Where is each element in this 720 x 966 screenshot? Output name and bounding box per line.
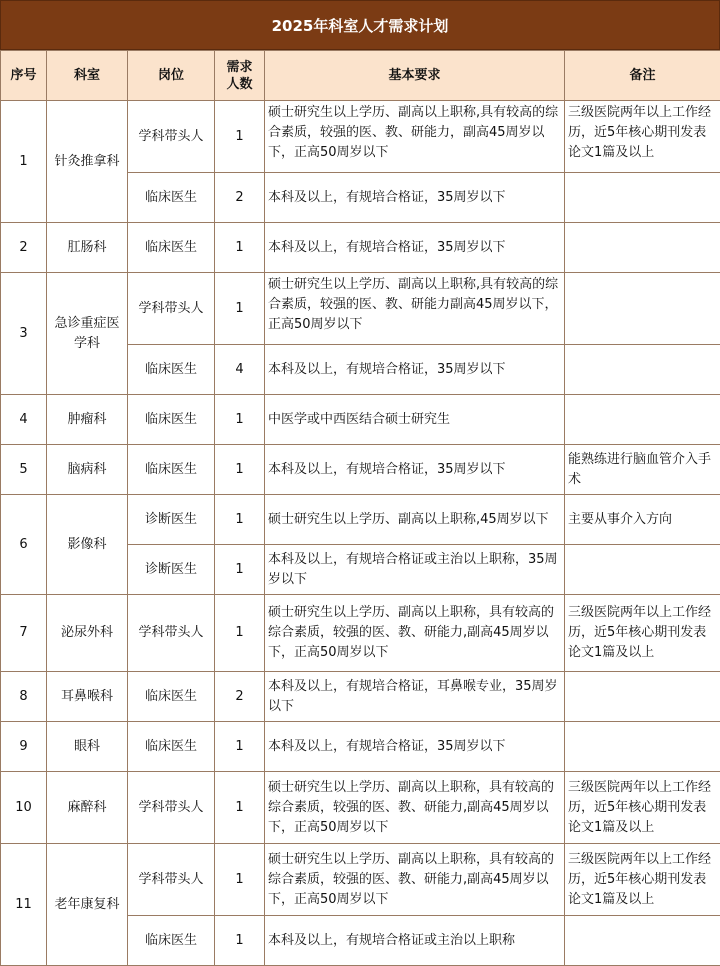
count-cell: 1 [215, 595, 265, 672]
table-row [1, 672, 720, 722]
count-cell: 1 [215, 101, 265, 173]
count-cell: 1 [215, 395, 265, 445]
remark-cell [565, 916, 720, 966]
header-row [1, 51, 720, 101]
count-cell: 1 [215, 772, 265, 844]
count-cell: 1 [215, 445, 265, 495]
dept-cell: 泌尿外科 [47, 595, 128, 672]
talent-plan-table [0, 50, 720, 966]
dept-cell: 肛肠科 [47, 223, 128, 273]
post-cell: 学科带头人 [128, 772, 215, 844]
remark-cell: 能熟练进行脑血管介入手术 [565, 445, 720, 495]
post-cell: 临床医生 [128, 345, 215, 395]
remark-cell: 三级医院两年以上工作经历，近5年核心期刊发表论文1篇及以上 [565, 844, 720, 916]
header-count [215, 51, 265, 101]
post-cell: 临床医生 [128, 722, 215, 772]
remark-cell [565, 173, 720, 223]
requirement-cell: 硕士研究生以上学历、副高以上职称,具有较高的综合素质，较强的医、教、研能力，副高45周岁以下，正高50周岁以下 [265, 101, 565, 173]
requirement-cell: 硕士研究生以上学历、副高以上职称,具有较高的综合素质，较强的医、教、研能力副高45周岁以下，正高50周岁以下 [265, 273, 565, 345]
dept-cell: 针灸推拿科 [47, 101, 128, 223]
seq-cell: 8 [1, 672, 47, 722]
post-cell: 临床医生 [128, 445, 215, 495]
count-cell: 4 [215, 345, 265, 395]
post-cell: 学科带头人 [128, 101, 215, 173]
remark-cell: 主要从事介入方向 [565, 495, 720, 545]
remark-cell [565, 395, 720, 445]
count-cell: 1 [215, 722, 265, 772]
dept-cell: 脑病科 [47, 445, 128, 495]
count-cell: 2 [215, 672, 265, 722]
dept-cell: 眼科 [47, 722, 128, 772]
remark-cell [565, 545, 720, 595]
remark-cell [565, 223, 720, 273]
remark-cell [565, 273, 720, 345]
post-cell: 临床医生 [128, 395, 215, 445]
page-title: 2025年科室人才需求计划 [0, 0, 720, 50]
remark-cell: 三级医院两年以上工作经历，近5年核心期刊发表论文1篇及以上 [565, 772, 720, 844]
count-cell: 2 [215, 173, 265, 223]
count-cell: 1 [215, 844, 265, 916]
seq-cell: 7 [1, 595, 47, 672]
seq-cell: 11 [1, 844, 47, 966]
requirement-cell: 硕士研究生以上学历、副高以上职称，具有较高的综合素质，较强的医、教、研能力,副高45周岁以下，正高50周岁以下 [265, 772, 565, 844]
post-cell: 诊断医生 [128, 495, 215, 545]
requirement-cell: 中医学或中西医结合硕士研究生 [265, 395, 565, 445]
requirement-cell: 硕士研究生以上学历、副高以上职称，具有较高的综合素质，较强的医、教、研能力,副高45周岁以下，正高50周岁以下 [265, 844, 565, 916]
table-row [1, 223, 720, 273]
post-cell: 临床医生 [128, 173, 215, 223]
table-row [1, 273, 720, 345]
remark-cell [565, 722, 720, 772]
header-dept: 科室 [47, 51, 128, 101]
header-seq: 序号 [1, 51, 47, 101]
dept-cell: 肿瘤科 [47, 395, 128, 445]
table-row [1, 844, 720, 916]
seq-cell: 6 [1, 495, 47, 595]
count-cell: 1 [215, 545, 265, 595]
remark-cell [565, 345, 720, 395]
dept-cell: 影像科 [47, 495, 128, 595]
requirement-cell: 硕士研究生以上学历、副高以上职称,45周岁以下 [265, 495, 565, 545]
requirement-cell: 本科及以上，有规培合格证，耳鼻喉专业，35周岁以下 [265, 672, 565, 722]
count-cell: 1 [215, 916, 265, 966]
table-row [1, 445, 720, 495]
count-cell: 1 [215, 223, 265, 273]
dept-cell: 耳鼻喉科 [47, 672, 128, 722]
header-post: 岗位 [128, 51, 215, 101]
seq-cell: 2 [1, 223, 47, 273]
requirement-cell: 硕士研究生以上学历、副高以上职称，具有较高的综合素质，较强的医、教、研能力,副高45周岁以下，正高50周岁以下 [265, 595, 565, 672]
requirement-cell: 本科及以上，有规培合格证或主治以上职称，35周岁以下 [265, 545, 565, 595]
header-count-line1: 需求 [226, 59, 253, 75]
seq-cell: 1 [1, 101, 47, 223]
post-cell: 临床医生 [128, 916, 215, 966]
table-row [1, 495, 720, 545]
header-remarks: 备注 [565, 51, 720, 101]
remark-cell: 三级医院两年以上工作经历，近5年核心期刊发表论文1篇及以上 [565, 595, 720, 672]
requirement-cell: 本科及以上，有规培合格证，35周岁以下 [265, 173, 565, 223]
requirement-cell: 本科及以上，有规培合格证，35周岁以下 [265, 223, 565, 273]
post-cell: 学科带头人 [128, 595, 215, 672]
count-cell: 1 [215, 495, 265, 545]
seq-cell: 10 [1, 772, 47, 844]
seq-cell: 9 [1, 722, 47, 772]
table-row [1, 595, 720, 672]
header-requirements: 基本要求 [265, 51, 565, 101]
requirement-cell: 本科及以上，有规培合格证，35周岁以下 [265, 722, 565, 772]
post-cell: 学科带头人 [128, 844, 215, 916]
dept-cell: 急诊重症医学科 [47, 273, 128, 395]
seq-cell: 5 [1, 445, 47, 495]
table-row [1, 722, 720, 772]
seq-cell: 4 [1, 395, 47, 445]
table-row [1, 772, 720, 844]
post-cell: 学科带头人 [128, 273, 215, 345]
requirement-cell: 本科及以上，有规培合格证或主治以上职称 [265, 916, 565, 966]
post-cell: 临床医生 [128, 672, 215, 722]
post-cell: 诊断医生 [128, 545, 215, 595]
requirement-cell: 本科及以上，有规培合格证，35周岁以下 [265, 345, 565, 395]
table-row [1, 395, 720, 445]
header-count-line2: 人数 [226, 76, 253, 92]
dept-cell: 老年康复科 [47, 844, 128, 966]
remark-cell [565, 672, 720, 722]
remark-cell: 三级医院两年以上工作经历，近5年核心期刊发表论文1篇及以上 [565, 101, 720, 173]
post-cell: 临床医生 [128, 223, 215, 273]
requirement-cell: 本科及以上，有规培合格证，35周岁以下 [265, 445, 565, 495]
table-row [1, 101, 720, 173]
count-cell: 1 [215, 273, 265, 345]
seq-cell: 3 [1, 273, 47, 395]
dept-cell: 麻醉科 [47, 772, 128, 844]
